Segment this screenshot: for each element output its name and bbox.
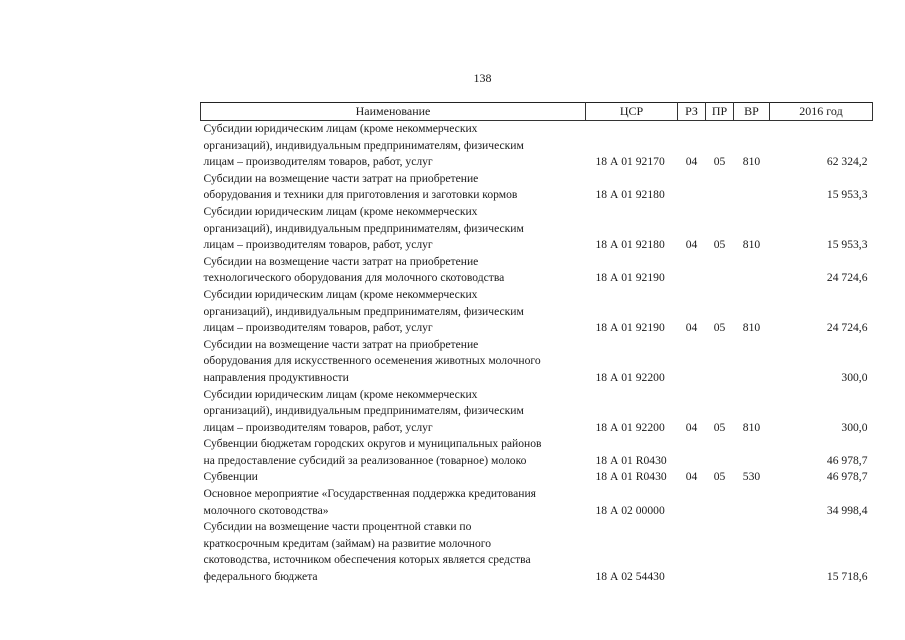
row-name-line: Субвенции (203, 470, 258, 484)
row-name-line: технологического оборудования для молочного скотоводства (203, 271, 505, 285)
row-amount: 24 724,6 (826, 271, 868, 285)
row-csr: 18 А 02 54430 (595, 570, 665, 584)
row-name-line: Субсидии юридическим лицам (кроме некоммерческих (203, 387, 478, 401)
row-pr (706, 436, 734, 469)
row-name (201, 121, 586, 171)
row-rz (678, 254, 706, 287)
budget-table (200, 102, 873, 586)
row-name-line: лицам – производителям товаров, работ, услуг (203, 321, 433, 335)
row-vr (734, 519, 770, 585)
row-rz: 04 (685, 420, 698, 434)
row-rz: 04 (685, 470, 698, 484)
row-name-line: Субсидии на возмещение части процентной ставки по (203, 520, 472, 534)
row-vr (734, 436, 770, 469)
row-name (201, 469, 586, 486)
header-rz: РЗ (678, 103, 706, 121)
row-vr: 530 (742, 470, 761, 484)
row-name-line: Субсидии юридическим лицам (кроме некоммерческих (203, 287, 478, 301)
row-name-line: Субсидии на возмещение части затрат на приобретение (203, 171, 479, 185)
table-row (201, 171, 873, 204)
table-header-row (201, 103, 873, 121)
table-row (201, 287, 873, 337)
row-pr: 05 (713, 238, 726, 252)
row-name-line: организаций), индивидуальным предпринимателям, физическим (203, 221, 524, 235)
row-pr (706, 337, 734, 387)
row-csr: 18 А 01 92190 (595, 271, 665, 285)
table-row (201, 254, 873, 287)
row-rz: 04 (685, 238, 698, 252)
header-csr: ЦСР (586, 103, 678, 121)
row-name-line: на предоставление субсидий за реализованное (товарное) молоко (203, 453, 527, 467)
header-name: Наименование (201, 103, 586, 121)
row-csr: 18 А 02 00000 (595, 503, 665, 517)
row-rz (678, 486, 706, 519)
row-amount: 15 953,3 (826, 188, 868, 202)
row-amount: 15 718,6 (826, 570, 868, 584)
row-rz (678, 337, 706, 387)
table-row (201, 469, 873, 486)
row-rz (678, 519, 706, 585)
row-pr: 05 (713, 155, 726, 169)
row-csr: 18 А 01 92200 (595, 420, 665, 434)
row-pr (706, 519, 734, 585)
row-name-line: Субсидии на возмещение части затрат на приобретение (203, 254, 479, 268)
table-row (201, 387, 873, 437)
row-name (201, 519, 586, 585)
row-amount: 46 978,7 (826, 453, 868, 467)
row-name (201, 436, 586, 469)
row-name-line: организаций), индивидуальным предпринимателям, физическим (203, 304, 524, 318)
table-row (201, 337, 873, 387)
row-amount: 24 724,6 (826, 321, 868, 335)
row-name-line: скотоводства, источником обеспечения которых является средства (203, 553, 531, 567)
row-amount: 62 324,2 (826, 155, 868, 169)
row-csr: 18 А 01 92180 (595, 188, 665, 202)
row-pr: 05 (713, 470, 726, 484)
row-name-line: организаций), индивидуальным предпринимателям, физическим (203, 404, 524, 418)
row-name (201, 387, 586, 437)
table-body (201, 121, 873, 586)
row-name-line: оборудования для искусственного осеменения животных молочного (203, 354, 541, 368)
row-csr: 18 А 01 92170 (595, 155, 665, 169)
row-pr (706, 254, 734, 287)
table-row (201, 121, 873, 171)
row-vr: 810 (742, 238, 761, 252)
row-name (201, 171, 586, 204)
row-csr: 18 А 01 92190 (595, 321, 665, 335)
budget-table-container (200, 102, 872, 586)
row-name-line: молочного скотоводства» (203, 503, 329, 517)
row-name-line: Субсидии юридическим лицам (кроме некоммерческих (203, 122, 478, 135)
row-name (201, 204, 586, 254)
row-name (201, 287, 586, 337)
row-name-line: лицам – производителям товаров, работ, услуг (203, 238, 433, 252)
row-amount: 46 978,7 (826, 470, 868, 484)
row-amount: 300,0 (841, 420, 868, 434)
row-name-line: организаций), индивидуальным предпринимателям, физическим (203, 138, 524, 152)
row-rz: 04 (685, 321, 698, 335)
table-row (201, 486, 873, 519)
header-year: 2016 год (770, 103, 873, 121)
table-row (201, 519, 873, 585)
row-name (201, 486, 586, 519)
row-pr: 05 (713, 321, 726, 335)
row-pr (706, 486, 734, 519)
row-name-line: Субсидии юридическим лицам (кроме некоммерческих (203, 204, 478, 218)
row-name-line: лицам – производителям товаров, работ, услуг (203, 155, 433, 169)
row-rz: 04 (685, 155, 698, 169)
row-vr (734, 486, 770, 519)
row-rz (678, 171, 706, 204)
row-name-line: Субвенции бюджетам городских округов и муниципальных районов (203, 437, 542, 451)
row-csr: 18 А 01 92200 (595, 370, 665, 384)
row-csr: 18 А 01 92180 (595, 238, 665, 252)
row-vr: 810 (742, 155, 761, 169)
row-amount: 15 953,3 (826, 238, 868, 252)
row-vr: 810 (742, 420, 761, 434)
row-vr (734, 171, 770, 204)
row-vr (734, 254, 770, 287)
row-rz (678, 436, 706, 469)
row-name (201, 254, 586, 287)
row-name-line: оборудования и техники для приготовления и заготовки кормов (203, 188, 518, 202)
row-amount: 34 998,4 (826, 503, 868, 517)
row-csr: 18 А 01 R0430 (595, 453, 667, 467)
row-pr: 05 (713, 420, 726, 434)
row-vr: 810 (742, 321, 761, 335)
page-number: 138 (473, 71, 492, 85)
header-pr: ПР (706, 103, 734, 121)
row-name-line: Субсидии на возмещение части затрат на приобретение (203, 337, 479, 351)
table-row (201, 204, 873, 254)
table-row (201, 436, 873, 469)
header-vr: ВР (734, 103, 770, 121)
row-pr (706, 171, 734, 204)
row-name (201, 337, 586, 387)
row-csr: 18 А 01 R0430 (595, 470, 667, 484)
row-amount: 300,0 (841, 370, 868, 384)
row-name-line: направления продуктивности (203, 370, 349, 384)
row-name-line: лицам – производителям товаров, работ, услуг (203, 420, 433, 434)
row-name-line: краткосрочным кредитам (займам) на развитие молочного (203, 536, 491, 550)
row-name-line: федерального бюджета (203, 570, 318, 584)
row-name-line: Основное мероприятие «Государственная поддержка кредитования (203, 487, 536, 501)
row-vr (734, 337, 770, 387)
